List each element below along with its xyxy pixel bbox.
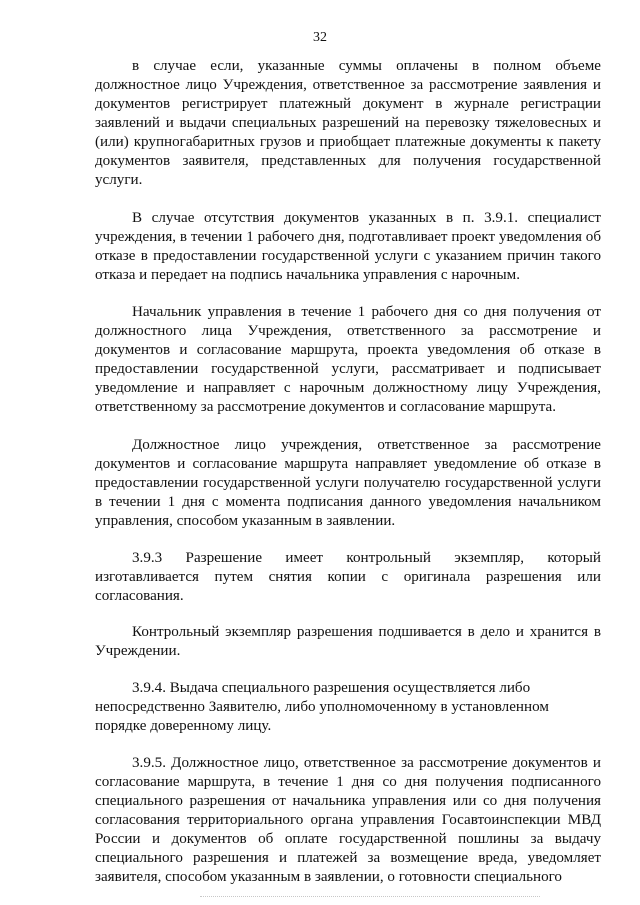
paragraph-applicant-notification: 3.9.5. Должностное лицо, ответственное за рассмотрение документов и согласование маршрута, в течение 1 дня со дня получения подписанного специального разрешения от начальника управления или со дня получения согласования территориального органа управления Госавтоинспекции МВД России и документов об оплате государственной пошлины за выдачу специального разрешения и платежей за возмещение вреда, уведомляет заявителя, способом указанным в заявлении, о готовности специального [95,755,601,885]
paragraph-control-copy-filing: Контрольный экземпляр разрешения подшивается в дело и хранится в Учреждении. [95,624,601,659]
paragraph-head-review: Начальник управления в течение 1 рабочего дня со дня получения от должностного лица Учреждения, ответственного за рассмотрение и документов и согласование маршрута, проекта уведомления об отказе в предоставлении государственной услуги, рассматривает и подписывает уведомление и направляет с нарочным должностному лицу Учреждения, ответственному за рассмотрение документов и согласование маршрута. [95,304,601,415]
paragraph-missing-documents: В случае отсутствия документов указанных в п. 3.9.1. специалист учреждения, в течении 1 рабочего дня, подготавливает проект уведомления об отказе в предоставлении государственной услуги с указанием причин такого отказа и передает на подпись начальника управления с нарочным. [95,210,601,283]
paragraph-refusal-notice: Должностное лицо учреждения, ответственное за рассмотрение документов и согласование маршрута направляет уведомление об отказе в предоставлении государственной услуги получателю государственной услуги в течении 1 дня с момента подписания данного уведомления начальником управления, способом указанным в заявлении. [95,437,601,529]
paragraph-permit-issuance: 3.9.4. Выдача специального разрешения осуществляется либо непосредственно Заявителю, либо уполномоченному в установленном порядке доверенному лицу. [95,680,549,734]
document-body [95,57,601,887]
paragraph-control-copy: 3.9.3 Разрешение имеет контрольный экземпляр, который изготавливается путем снятия копии с оригинала разрешения или согласования. [95,550,601,604]
scan-artifact [200,896,540,899]
page-number: 32 [313,30,327,45]
paragraph-payment-registration: в случае если, указанные суммы оплачены в полном объеме должностное лицо Учреждения, ответственное за рассмотрение заявления и документов регистрирует платежный документ в журнале регистрации заявлений и выдачи специальных разрешений на перевозку тяжеловесных и (или) крупногабаритных грузов и приобщает платежные документы к пакету документов заявителя, представленных для получения государственной услуги. [95,58,601,188]
